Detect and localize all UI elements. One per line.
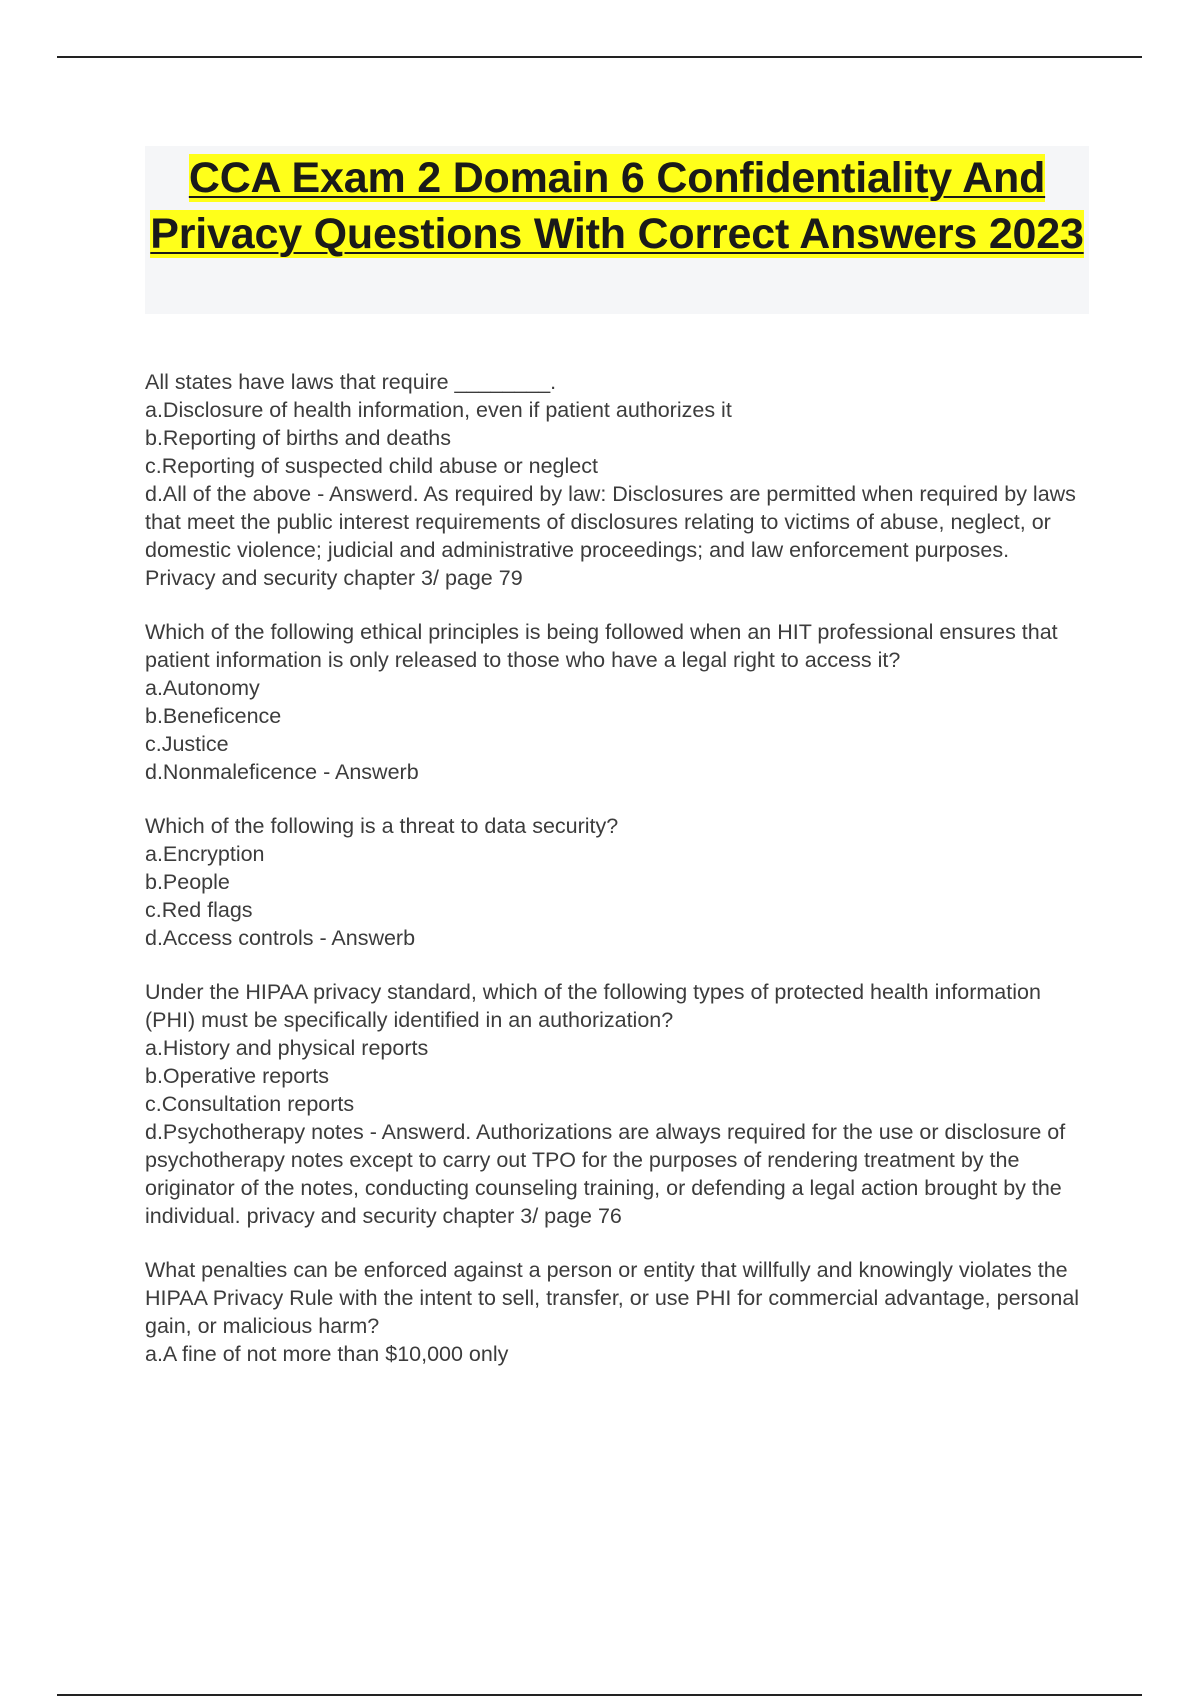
answer-option: a.Disclosure of health information, even if patient authorizes it bbox=[145, 398, 732, 422]
answer-option: c.Red flags bbox=[145, 898, 253, 922]
question-text: What penalties can be enforced against a person or entity that willfully and knowingly violates the HIPAA Privacy Rule with the intent to sell, transfer, or use PHI for commercial advantage, personal gain, or malicious harm? bbox=[145, 1258, 1080, 1338]
question-text: Which of the following ethical principles is being followed when an HIT professional ensures that patient information is only released to those who have a legal right to access it? bbox=[145, 620, 1058, 672]
title-box bbox=[145, 146, 1089, 314]
document-title bbox=[145, 150, 1089, 262]
question-text: Which of the following is a threat to data security? bbox=[145, 814, 619, 838]
question-block bbox=[145, 978, 1085, 1230]
answer-option-with-answer: d.All of the above - Answerd. As required by law: Disclosures are permitted when required by laws that meet the public interest requirements of disclosures relating to victims of abuse, neglect, or domestic violence; judicial and administrative proceedings; and law enforcement purposes. Privacy and security chapter 3/ page 79 bbox=[145, 482, 1076, 590]
question-block bbox=[145, 1256, 1085, 1368]
question-block bbox=[145, 812, 1085, 952]
answer-option: c.Consultation reports bbox=[145, 1092, 355, 1116]
question-text: Under the HIPAA privacy standard, which of the following types of protected health information (PHI) must be specifically identified in an authorization? bbox=[145, 980, 1041, 1032]
answer-option-with-answer: d.Nonmaleficence - Answerb bbox=[145, 760, 419, 784]
question-list bbox=[145, 368, 1085, 1394]
answer-option: b.Operative reports bbox=[145, 1064, 330, 1088]
answer-option: b.People bbox=[145, 870, 230, 894]
answer-option: c.Reporting of suspected child abuse or neglect bbox=[145, 454, 598, 478]
question-text: All states have laws that require ________. bbox=[145, 370, 557, 394]
answer-option: a.A fine of not more than $10,000 only bbox=[145, 1342, 509, 1366]
answer-option: b.Reporting of births and deaths bbox=[145, 426, 451, 450]
answer-option: a.History and physical reports bbox=[145, 1036, 429, 1060]
answer-option-with-answer: d.Access controls - Answerb bbox=[145, 926, 416, 950]
answer-option-with-answer: d.Psychotherapy notes - Answerd. Authorizations are always required for the use or disclosure of psychotherapy notes except to carry out TPO for the purposes of rendering treatment by the originator of the notes, conducting counseling training, or defending a legal action brought by the individual. privacy and security chapter 3/ page 76 bbox=[145, 1120, 1066, 1228]
answer-option: a.Encryption bbox=[145, 842, 265, 866]
answer-option: c.Justice bbox=[145, 732, 229, 756]
header-rule bbox=[57, 56, 1142, 58]
footer-rule bbox=[57, 1694, 1142, 1696]
answer-option: a.Autonomy bbox=[145, 676, 260, 700]
document-title-text: CCA Exam 2 Domain 6 Confidentiality And Privacy Questions With Correct Answers 2023 bbox=[150, 154, 1084, 258]
question-block bbox=[145, 368, 1085, 592]
answer-option: b.Beneficence bbox=[145, 704, 282, 728]
question-block bbox=[145, 618, 1085, 786]
